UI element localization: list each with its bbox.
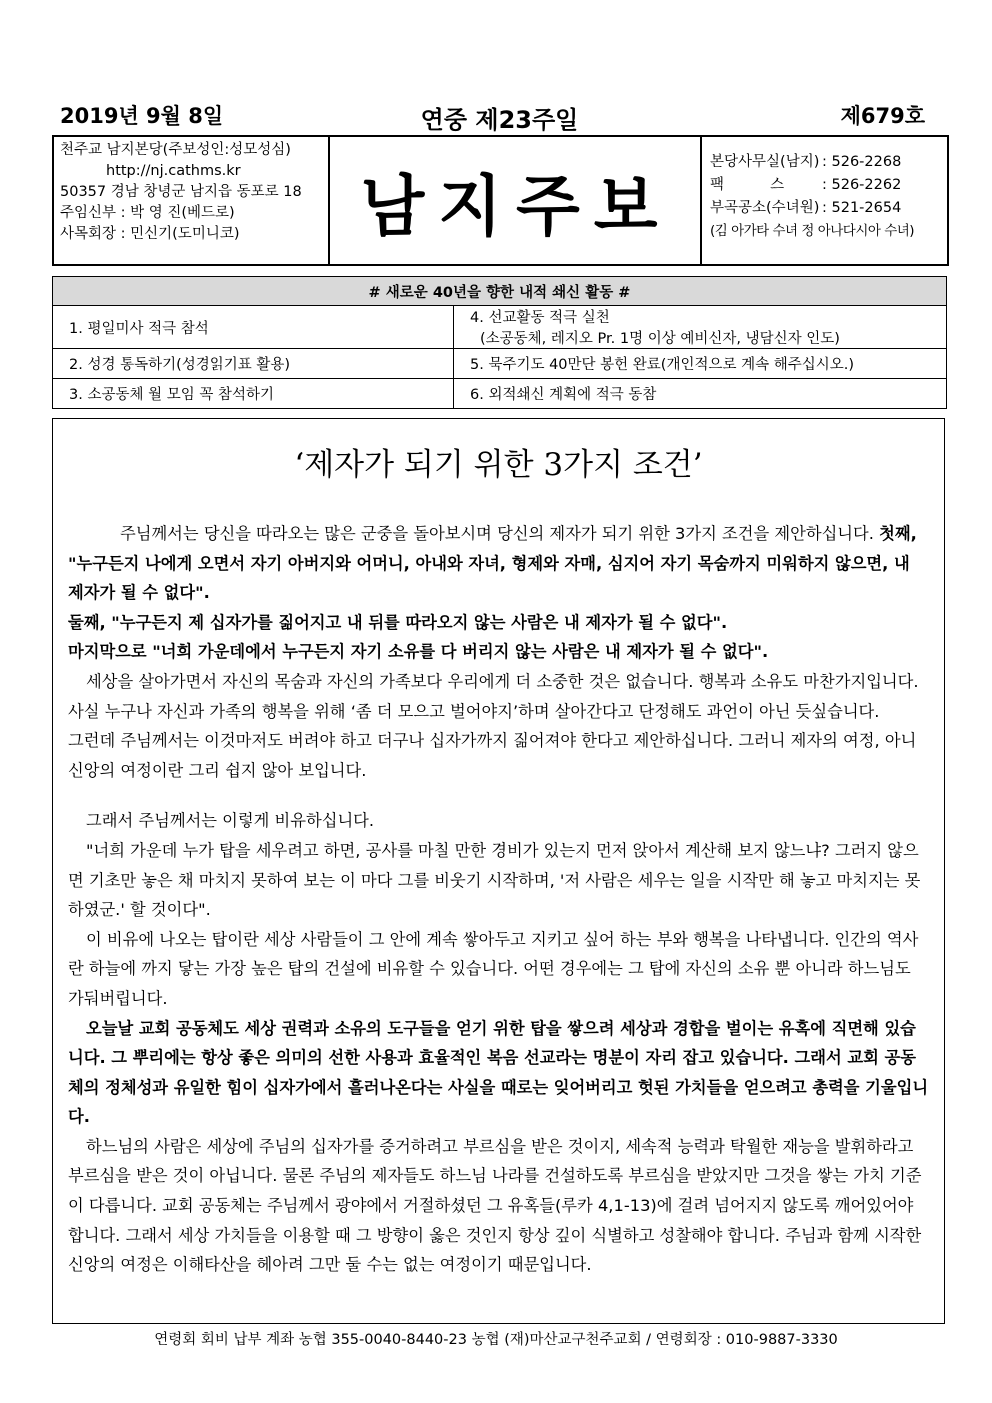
parish-info [54,137,330,264]
renewal-item: 4. 선교활동 적극 실천 (소공동체, 레지오 Pr. 1명 이상 예비신자, 냉담신자 인도) [454,306,947,349]
renewal-title: # 새로운 40년을 향한 내적 쇄신 활동 # [53,277,947,306]
contact-info [700,137,947,264]
article-paragraph: "너희 가운데 누가 탑을 세우려고 하면, 공사를 마칠 만한 경비가 있는지 먼저 앉아서 계산해 보지 않느냐? 그러지 않으면 기초만 놓은 채 마치지 못하여 보는 이 마다 그를 비웃기 시작하며, '저 사람은 세우는 일을 시작만 해 놓고 마치지는 못하였군.' 할 것이다". [68,840,921,920]
article-paragraph: 둘째, "누구든지 제 십자가를 짊어지고 내 뒤를 따라오지 않는 사람은 내 제자가 될 수 없다". [68,612,728,632]
article-paragraph: 이 비유에 나오는 탑이란 세상 사람들이 그 안에 계속 쌓아두고 지키고 싶어 하는 부와 행복을 나타냅니다. 인간의 역사란 하늘에 까지 닿는 가장 높은 탑의 건설에 비유할 수 있습니다. 어떤 경우에는 그 탑에 자신의 소유 뿐 아니라 하느님도 가둬버립니다. [68,929,919,1008]
article-paragraph: 그런데 주님께서는 이것마저도 버려야 하고 더구나 십자가까지 짊어져야 한다고 제안하십니다. 그러니 제자의 여정, 아니 신앙의 여정이란 그리 쉽지 않아 보입니다. [68,731,917,780]
renewal-item: 5. 묵주기도 40만단 봉헌 완료(개인적으로 계속 해주십시오.) [454,349,947,379]
renewal-item: 3. 소공동체 월 모임 꼭 참석하기 [53,379,454,409]
contact-fax: 팩 스 : 526-2262 [710,177,902,193]
article-paragraph: 하느님의 사람은 세상에 주님의 십자가를 증거하려고 부르심을 받은 것이지, 세속적 능력과 탁월한 재능을 발휘하라고 부르심을 받은 것이 아닙니다. 물론 주님의 제자들도 하느님 나라를 건설하도록 부르심을 받았지만 그것을 쌓는 가치 기준이 다릅니다. 교회 공동체는 주님께서 광야에서 거절하셨던 그 유혹들(루카 4,1-13)에 걸려 넘어지지 않도록 깨어있어야 합니다. 그래서 세상 가치들을 이용할 때 그 방향이 옳은 것인지 항상 깊이 식별하고 성찰해야 합니다. 주님과 함께 시작한 신앙의 여정은 이해타산을 헤아려 그만 둘 수는 없는 여정이기 때문입니다. [68,1136,922,1275]
contact-mission: 부곡공소(수녀원) : 521-2654 [710,200,902,216]
masthead-box [52,135,949,266]
footer-account-info: 연령회 회비 납부 계좌 농협 355-0040-8440-23 농협 (재)마산교구천주교회 / 연령회장 : 010-9887-3330 [154,1332,838,1348]
renewal-item: 6. 외적쇄신 계획에 적극 동참 [454,379,947,409]
nuns-names: (김 아가타 수녀 정 아나다시아 수녀) [710,223,915,239]
article-paragraph: 세상을 살아가면서 자신의 목숨과 자신의 가족보다 우리에게 더 소중한 것은 없습니다. 행복과 소유도 마찬가지입니다. 사실 누구나 자신과 가족의 행복을 위해 ‘좀 더 모으고 벌어야지’하며 살아간다고 단정해도 과언이 아닌 듯싶습니다. [68,671,919,721]
article-title: ‘제자가 되기 위한 3가지 조건’ [294,447,703,483]
pastor-name: 주임신부 : 박 영 진(베드로) [60,205,235,221]
parish-address: 50357 경남 창녕군 남지읍 동포로 18 [60,184,302,200]
article-body [68,519,930,1280]
article-paragraph: 오늘날 교회 공동체도 세상 권력과 소유의 도구들을 얻기 위한 탑을 쌓으려 세상과 경합을 벌이는 유혹에 직면해 있습니다. 그 뿌리에는 항상 좋은 의미의 선한 사용과 효율적인 복음 선교라는 명분이 자리 잡고 있습니다. 그래서 교회 공동체의 정체성과 유일한 힘이 십자가에서 흘러나온다는 사실을 때로는 잊어버리고 헛된 가치들을 얻으려고 총력을 기울입니다. [68,1018,929,1127]
newsletter-title: 남지주보 [360,167,672,245]
article-paragraph: 주님께서는 당신을 따라오는 많은 군중을 돌아보시며 당신의 제자가 되기 위한 3가지 조건을 제안하십니다. 첫째, "누구든지 나에게 오면서 자기 아버지와 어머니, 아내와 자녀, 형제와 자매, 심지어 자기 목숨까지 미워하지 않으면, 내 제자가 될 수 없다". [68,524,917,603]
parish-patron: (주보성인:성모성심) [162,142,291,158]
parish-url[interactable]: http://nj.cathms.kr [106,163,241,179]
council-president: 사목회장 : 민신기(도미니코) [60,226,240,242]
parish-name: 천주교 남지본당 [60,142,163,158]
article-paragraph: 그래서 주님께서는 이렇게 비유하십니다. [86,811,375,831]
issue-header [52,100,947,134]
article-box [52,418,945,1324]
liturgical-day: 연중 제23주일 [420,106,579,134]
issue-date: 2019년 9월 8일 [60,104,224,128]
article-paragraph: 마지막으로 "너희 가운데에서 누구든지 자기 소유를 다 버리지 않는 사람은 내 제자가 될 수 없다". [68,642,769,662]
issue-number: 제679호 [840,104,925,128]
paragraph-gap [68,785,930,806]
renewal-table [52,276,947,409]
renewal-item: 2. 성경 통독하기(성경읽기표 활용) [53,349,454,379]
contact-office: 본당사무실(남지) : 526-2268 [710,154,902,170]
renewal-item: 1. 평일미사 적극 참석 [53,306,454,349]
